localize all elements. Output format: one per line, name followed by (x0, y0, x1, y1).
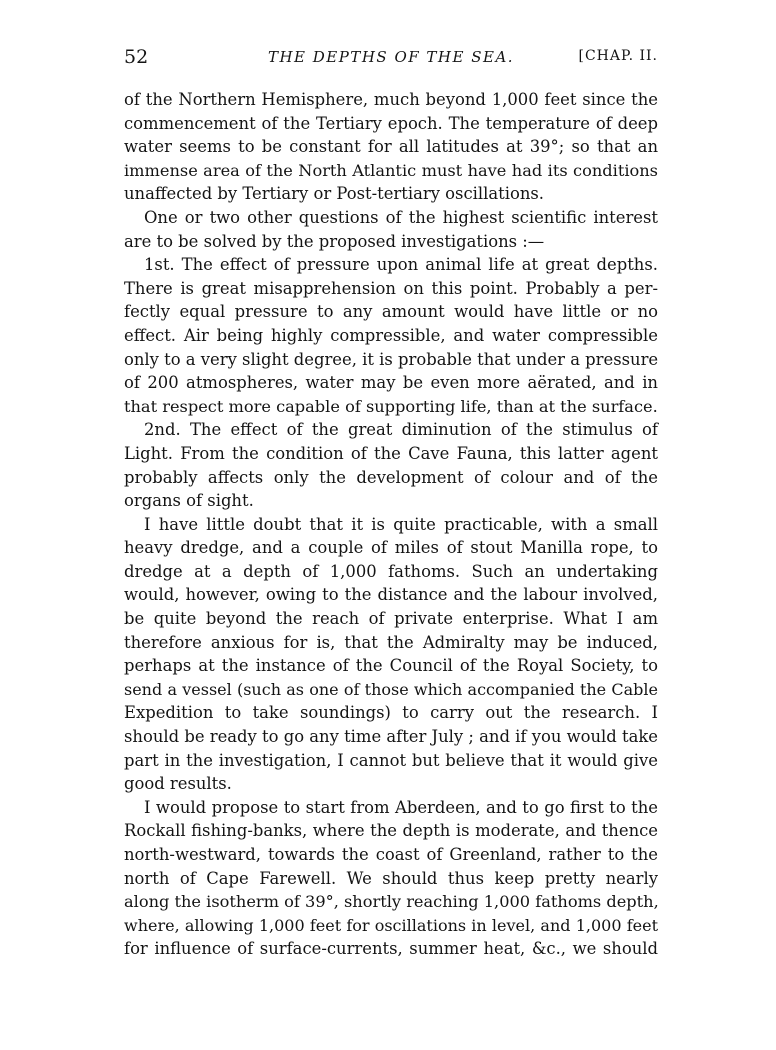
chapter-reference: [CHAP. II. (578, 48, 658, 64)
text-line: north of Cape Farewell. We should thus keep pretty nearly (124, 868, 658, 888)
text-line: of 200 atmospheres, water may be even more aërated, and in (124, 373, 658, 393)
text-line: unaffected by Tertiary or Post-tertiary oscillations. (124, 184, 545, 204)
page-header (124, 46, 658, 76)
text-line: be quite beyond the reach of private enterprise. What I am (124, 609, 658, 629)
text-line: probably affects only the development of colour and of the (124, 467, 658, 487)
text-line: Light. From the condition of the Cave Fauna, this latter agent (124, 443, 658, 463)
text-line: would, however, owing to the distance and the labour involved, (124, 585, 658, 605)
text-line: heavy dredge, and a couple of miles of stout Manilla rope, to (124, 538, 658, 558)
text-line: There is great misapprehension on this point. Probably a per- (124, 278, 658, 298)
text-line: water seems to be constant for all latitudes at 39°; so that an (124, 137, 658, 157)
text-line: north-westward, towards the coast of Greenland, rather to the (124, 845, 658, 864)
text-line: only to a very slight degree, it is probable that under a pressure (124, 349, 659, 369)
text-line: good results. (124, 774, 232, 794)
text-line: I would propose to start from Aberdeen, and to go first to the (144, 797, 658, 817)
text-line: perhaps at the instance of the Council of the Royal Society, to (124, 656, 658, 676)
text-line: commencement of the Tertiary epoch. The temperature of deep (124, 113, 658, 133)
text-line: 1st. The effect of pressure upon animal life at great depths. (144, 255, 658, 275)
text-line: that respect more capable of supporting life, than at the surface. (124, 396, 658, 416)
text-line: for influence of surface-currents, summer heat, &c., we should (124, 939, 658, 959)
text-line: Expedition to take soundings) to carry out the research. I (124, 703, 658, 723)
text-line: I have little doubt that it is quite practicable, with a small (144, 514, 658, 534)
text-line: where, allowing 1,000 feet for oscillations in level, and 1,000 feet (124, 915, 658, 935)
text-line: 2nd. The effect of the great diminution of the stimulus of (144, 420, 658, 440)
text-line: send a vessel (such as one of those which accompanied the Cable (124, 679, 658, 699)
text-line: immense area of the North Atlantic must have had its conditions (124, 160, 658, 180)
text-line: of the Northern Hemisphere, much beyond 1,000 feet since the (124, 90, 658, 109)
text-line: therefore anxious for is, that the Admiralty may be induced, (124, 632, 658, 652)
text-line: fectly equal pressure to any amount would have little or no (124, 302, 658, 322)
running-title: THE DEPTHS OF THE SEA. (267, 48, 515, 66)
page-number: 52 (124, 46, 149, 68)
text-line: dredge at a depth of 1,000 fathoms. Such an undertaking (124, 561, 658, 581)
text-line: are to be solved by the proposed investigations :— (124, 231, 545, 251)
text-line: part in the investigation, I cannot but believe that it would give (124, 750, 658, 770)
text-line: should be ready to go any time after July ; and if you would take (124, 727, 658, 747)
body-text (124, 88, 658, 961)
text-line: One or two other questions of the highest scientific interest (144, 207, 658, 227)
text-line: Rockall fishing-banks, where the depth is moderate, and thence (124, 821, 658, 841)
text-line: organs of sight. (124, 491, 254, 511)
text-line: along the isotherm of 39°, shortly reaching 1,000 fathoms depth, (124, 892, 659, 912)
text-line: effect. Air being highly compressible, and water compressible (124, 325, 658, 345)
